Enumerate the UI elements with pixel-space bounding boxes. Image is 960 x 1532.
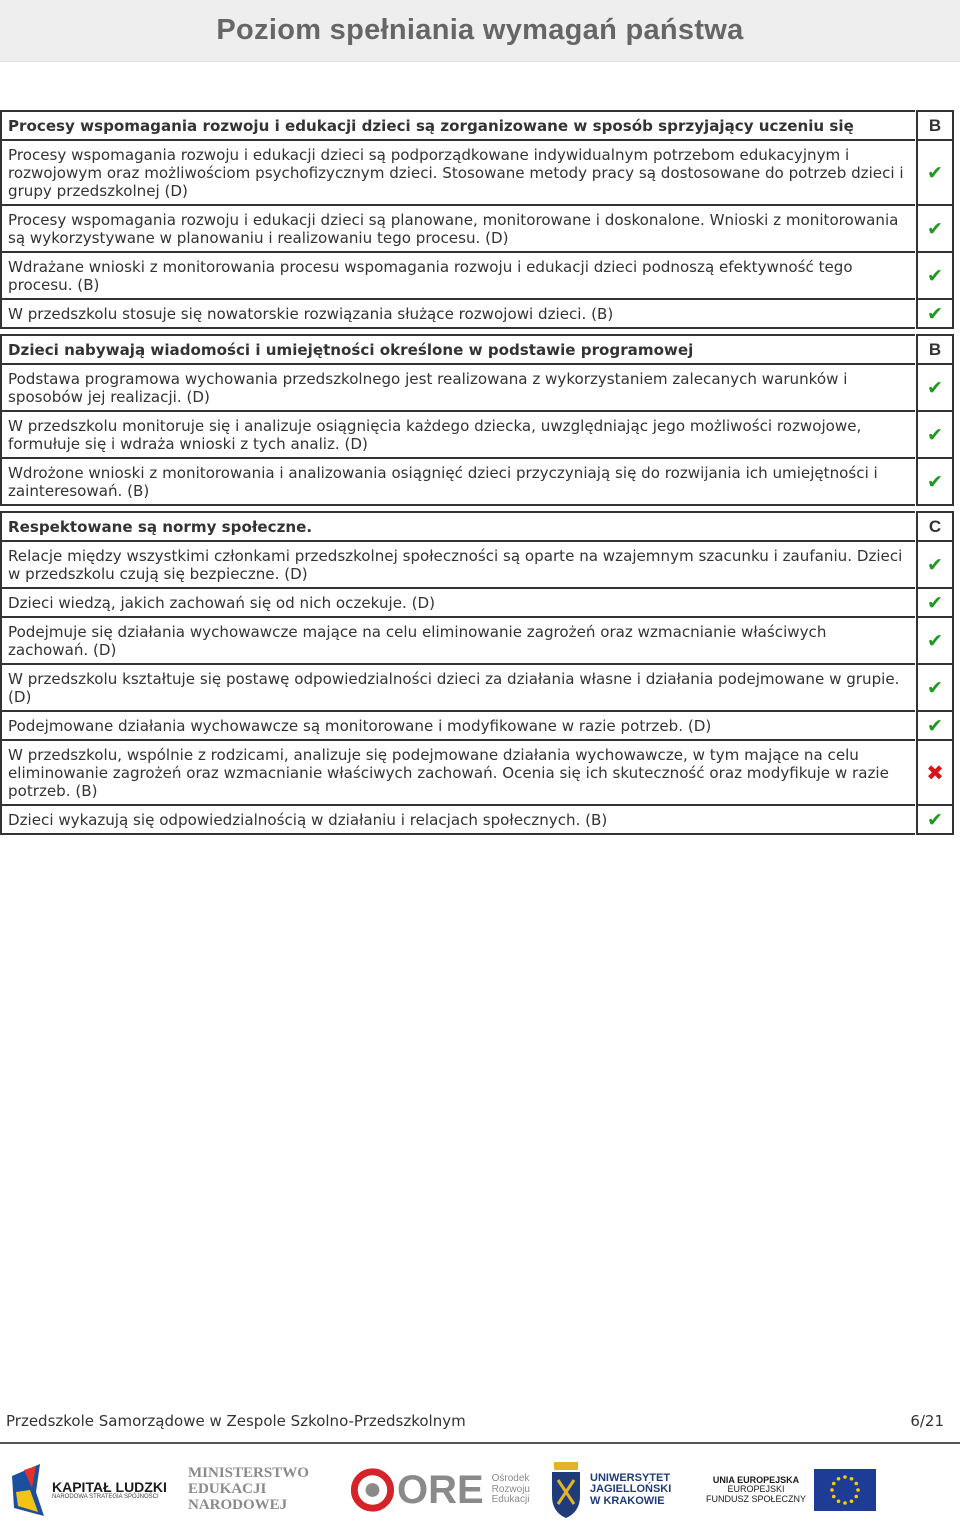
check-icon: ✔ xyxy=(927,591,943,614)
ore-circle-icon xyxy=(350,1464,395,1516)
requirement-status xyxy=(916,616,954,663)
requirement-status xyxy=(916,540,954,587)
requirement-row xyxy=(0,363,954,410)
men-line-2: EDUKACJI xyxy=(188,1481,267,1498)
requirement-text: Dzieci wykazują się odpowiedzialnością w działaniu i relacjach społecznych. (B) xyxy=(0,804,915,835)
kapital-ludzki-emblem-icon xyxy=(10,1462,46,1518)
ore-line-2: Rozwoju xyxy=(491,1483,530,1495)
footer-page-number: 6/21 xyxy=(910,1412,944,1430)
uj-line-3: W KRAKOWIE xyxy=(590,1494,665,1507)
ore-line-3: Edukacji xyxy=(491,1494,530,1506)
requirement-status xyxy=(916,139,954,204)
requirement-row xyxy=(0,457,954,506)
check-icon: ✔ xyxy=(927,629,943,652)
check-icon: ✔ xyxy=(927,217,943,240)
kapital-ludzki-subtitle: NARODOWA STRATEGIA SPÓJNOŚCI xyxy=(52,1494,159,1501)
ue-line-3: FUNDUSZ SPOŁECZNY xyxy=(706,1493,807,1504)
check-icon: ✔ xyxy=(927,376,943,399)
section-title: Procesy wspomagania rozwoju i edukacji dzieci są zorganizowane w sposób sprzyjający uczeniu się xyxy=(0,110,915,139)
requirement-section xyxy=(0,110,954,329)
requirement-row xyxy=(0,540,954,587)
section-title: Dzieci nabywają wiadomości i umiejętności określone w podstawie programowej xyxy=(0,334,915,363)
requirement-status xyxy=(916,410,954,457)
requirement-row xyxy=(0,663,954,710)
requirement-text: Procesy wspomagania rozwoju i edukacji dzieci są podporządkowane indywidualnym potrzebom edukacyjnym i rozwojowym oraz możliwościom psychofizycznym dzieci. Stosowane metody pracy są dostosowane do potrzeb dzieci i grupy przedszkolnej (D) xyxy=(0,139,915,204)
requirement-row xyxy=(0,616,954,663)
requirement-text: Wdrożone wnioski z monitorowania i analizowania osiągnięć dzieci przyczyniają się do rozwijania ich umiejętności i zainteresowań. (B) xyxy=(0,457,915,506)
check-icon: ✔ xyxy=(927,423,943,446)
ue-logo xyxy=(706,1452,876,1528)
requirement-status xyxy=(916,457,954,506)
title-bar xyxy=(0,0,960,62)
check-icon: ✔ xyxy=(927,470,943,493)
requirement-status xyxy=(916,363,954,410)
requirement-status xyxy=(916,204,954,251)
requirement-row xyxy=(0,804,954,835)
requirement-text: W przedszkolu, wspólnie z rodzicami, analizuje się podejmowane działania wychowawcze, w tym mające na celu eliminowanie zagrożeń oraz wzmacnianie właściwych zachowań. Ocenia się ich skuteczność oraz modyfikuje w razie potrzeb. (B) xyxy=(0,739,915,804)
ue-line-1: UNIA EUROPEJSKA xyxy=(712,1474,800,1485)
requirement-section xyxy=(0,511,954,835)
footer-divider xyxy=(0,1442,960,1444)
kapital-ludzki-logo xyxy=(10,1452,170,1528)
requirement-row xyxy=(0,410,954,457)
page-title: Poziom spełniania wymagań państwa xyxy=(216,14,744,46)
section-title: Respektowane są normy społeczne. xyxy=(0,511,915,540)
requirement-text: W przedszkolu kształtuje się postawę odpowiedzialności dzieci za działania własne i działania podejmowane w grupie. (D) xyxy=(0,663,915,710)
kapital-ludzki-title: KAPITAŁ LUDZKI xyxy=(52,1478,167,1495)
section-level: B xyxy=(916,334,954,363)
requirement-status xyxy=(916,663,954,710)
requirement-section xyxy=(0,334,954,506)
requirement-row xyxy=(0,298,954,329)
uj-crest-icon xyxy=(548,1460,584,1520)
check-icon: ✔ xyxy=(927,808,943,831)
requirement-row xyxy=(0,139,954,204)
footer-school-name: Przedszkole Samorządowe w Zespole Szkolno-Przedszkolnym xyxy=(6,1412,466,1430)
requirement-row xyxy=(0,251,954,298)
ue-line-2: EUROPEJSKI xyxy=(727,1484,785,1495)
requirement-text: W przedszkolu monitoruje się i analizuje osiągnięcia każdego dziecka, uwzględniając jego możliwości rozwojowe, formułuje się i wdraża wnioski z tych analiz. (D) xyxy=(0,410,915,457)
requirement-status xyxy=(916,298,954,329)
section-level: B xyxy=(916,110,954,139)
check-icon: ✔ xyxy=(927,302,943,325)
requirement-row xyxy=(0,710,954,739)
section-header-row xyxy=(0,110,954,139)
requirement-row xyxy=(0,739,954,804)
requirement-status xyxy=(916,251,954,298)
uj-line-1: UNIWERSYTET xyxy=(590,1471,671,1484)
requirement-status xyxy=(916,587,954,616)
requirement-status xyxy=(916,710,954,739)
check-icon: ✔ xyxy=(927,676,943,699)
men-line-3: NARODOWEJ xyxy=(188,1496,288,1513)
requirement-row xyxy=(0,587,954,616)
requirement-text: Dzieci wiedzą, jakich zachowań się od nich oczekuje. (D) xyxy=(0,587,915,616)
requirement-text: Procesy wspomagania rozwoju i edukacji dzieci są planowane, monitorowane i doskonalone. Wnioski z monitorowania są wykorzystywane w planowaniu i realizowaniu tego procesu. (D) xyxy=(0,204,915,251)
requirements-table xyxy=(0,110,954,840)
check-icon: ✔ xyxy=(927,161,943,184)
ore-line-1: Ośrodek xyxy=(491,1473,530,1485)
footer-logos xyxy=(0,1452,960,1528)
men-logo xyxy=(188,1452,318,1528)
uj-line-2: JAGIELLOŃSKI xyxy=(590,1483,672,1496)
section-level: C xyxy=(916,511,954,540)
section-header-row xyxy=(0,511,954,540)
requirement-status xyxy=(916,804,954,835)
requirement-text: W przedszkolu stosuje się nowatorskie rozwiązania służące rozwojowi dzieci. (B) xyxy=(0,298,915,329)
uj-logo xyxy=(548,1452,688,1528)
requirement-text: Wdrażane wnioski z monitorowania procesu wspomagania rozwoju i edukacji dzieci podnoszą efektywność tego procesu. (B) xyxy=(0,251,915,298)
requirement-text: Relacje między wszystkimi członkami przedszkolnej społeczności są oparte na wzajemnym szacunku i zaufaniu. Dzieci w przedszkolu czują się bezpieczne. (D) xyxy=(0,540,915,587)
requirement-status xyxy=(916,739,954,804)
requirement-row xyxy=(0,204,954,251)
requirement-text: Podejmuje się działania wychowawcze mające na celu eliminowanie zagrożeń oraz wzmacnianie właściwych zachowań. (D) xyxy=(0,616,915,663)
check-icon: ✔ xyxy=(927,264,943,287)
section-header-row xyxy=(0,334,954,363)
ore-logo xyxy=(350,1452,530,1528)
ore-wordmark: ORE xyxy=(396,1468,484,1512)
requirement-text: Podejmowane działania wychowawcze są monitorowane i modyfikowane w razie potrzeb. (D) xyxy=(0,710,915,739)
eu-flag-icon xyxy=(814,1469,876,1511)
check-icon: ✔ xyxy=(927,714,943,737)
men-line-1: MINISTERSTWO xyxy=(188,1465,309,1482)
cross-icon: ✖ xyxy=(926,760,944,785)
check-icon: ✔ xyxy=(927,553,943,576)
requirement-text: Podstawa programowa wychowania przedszkolnego jest realizowana z wykorzystaniem zalecanych warunków i sposobów jej realizacji. (D) xyxy=(0,363,915,410)
